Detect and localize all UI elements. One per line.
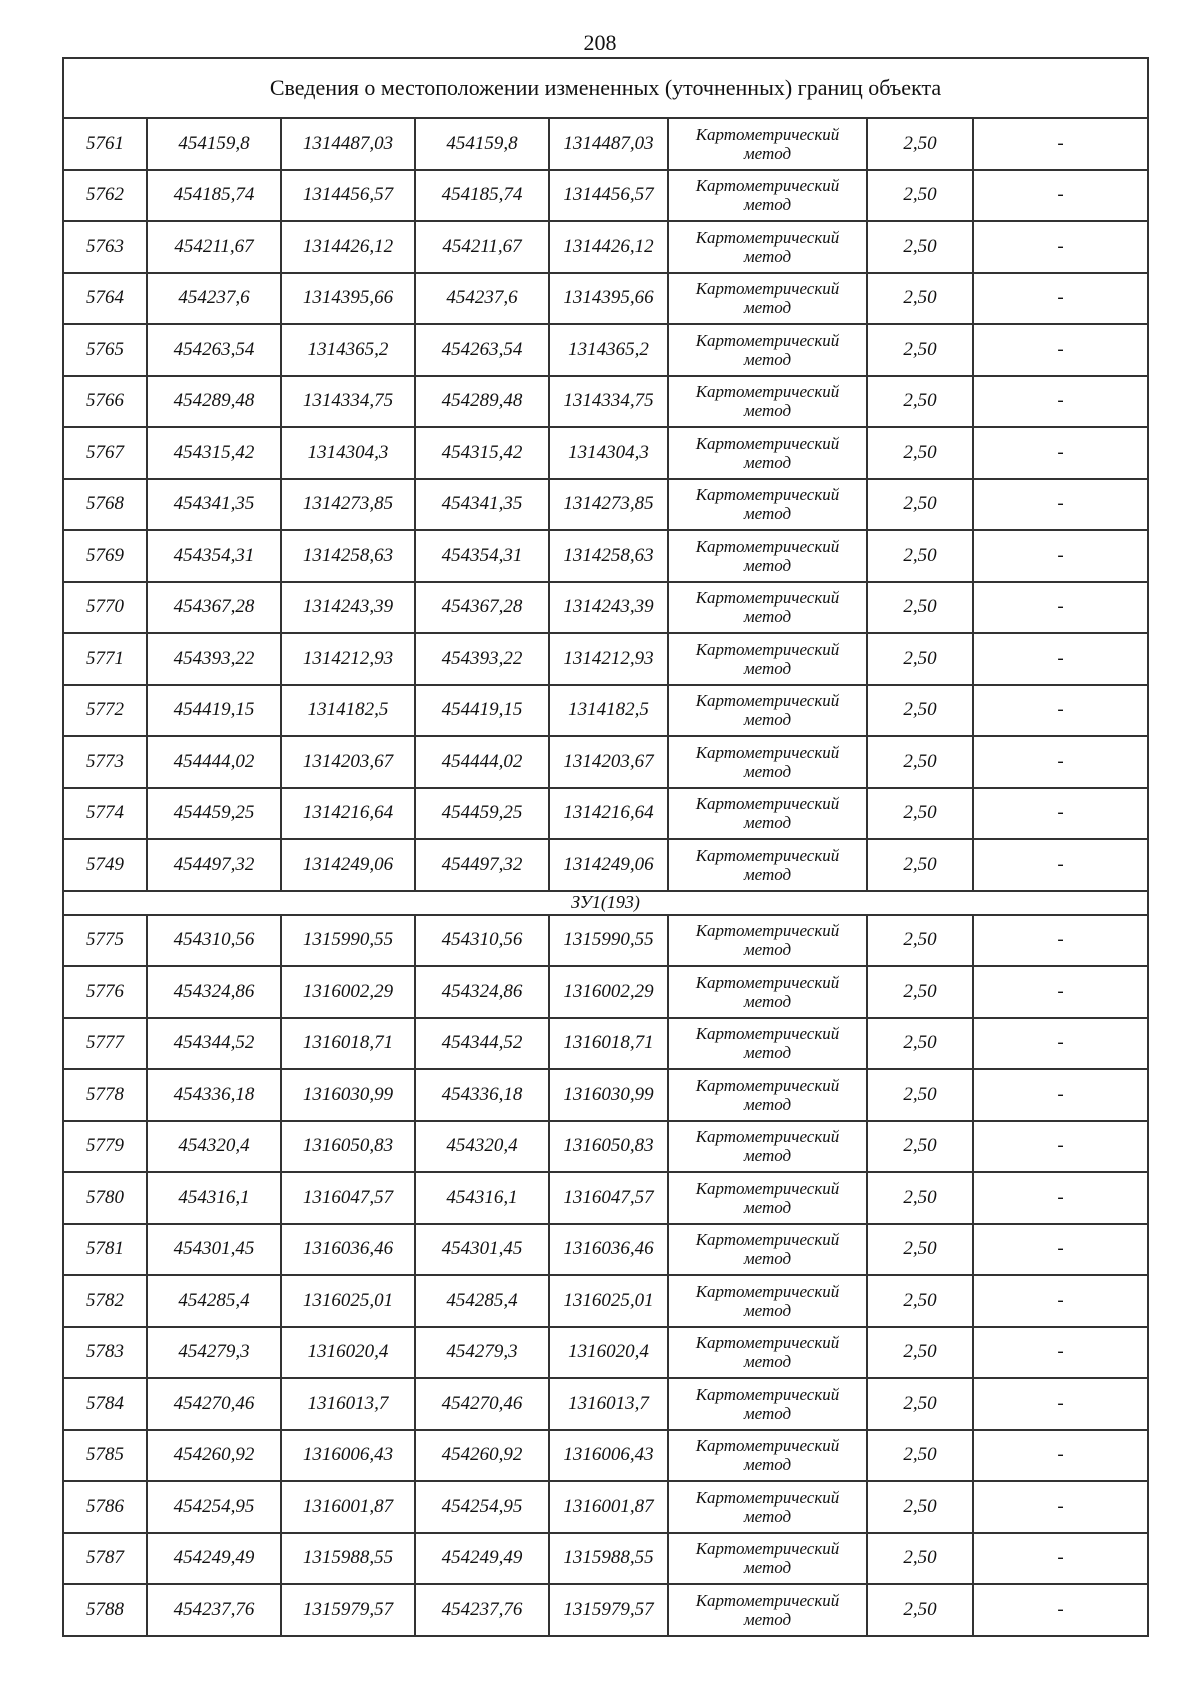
cell-accuracy: 2,50 — [867, 221, 973, 273]
cell-x-new: 454279,3 — [415, 1327, 549, 1379]
table-row — [63, 1121, 1148, 1173]
cell-y-old: 1316036,46 — [281, 1224, 415, 1276]
cell-description: - — [973, 170, 1148, 222]
cell-x-old: 454341,35 — [147, 479, 281, 531]
cell-point-number: 5785 — [63, 1430, 147, 1482]
cell-description: - — [973, 1327, 1148, 1379]
cell-y-new: 1316002,29 — [549, 966, 668, 1018]
cell-method: Картометрический метод — [668, 170, 867, 222]
cell-accuracy: 2,50 — [867, 1121, 973, 1173]
cell-x-new: 454237,76 — [415, 1584, 549, 1636]
cell-point-number: 5787 — [63, 1533, 147, 1585]
cell-y-old: 1316002,29 — [281, 966, 415, 1018]
cell-y-new: 1315979,57 — [549, 1584, 668, 1636]
cell-x-old: 454367,28 — [147, 582, 281, 634]
cell-y-old: 1314258,63 — [281, 530, 415, 582]
page-number: 208 — [583, 30, 617, 55]
cell-method: Картометрический метод — [668, 736, 867, 788]
cell-accuracy: 2,50 — [867, 788, 973, 840]
table-row — [63, 1327, 1148, 1379]
cell-point-number: 5780 — [63, 1172, 147, 1224]
cell-x-new: 454444,02 — [415, 736, 549, 788]
cell-y-new: 1316018,71 — [549, 1018, 668, 1070]
cell-y-old: 1316025,01 — [281, 1275, 415, 1327]
cell-method: Картометрический метод — [668, 685, 867, 737]
cell-point-number: 5782 — [63, 1275, 147, 1327]
cell-x-old: 454301,45 — [147, 1224, 281, 1276]
cell-y-old: 1316001,87 — [281, 1481, 415, 1533]
cell-x-old: 454315,42 — [147, 427, 281, 479]
cell-y-new: 1316030,99 — [549, 1069, 668, 1121]
cell-description: - — [973, 633, 1148, 685]
cell-description: - — [973, 1018, 1148, 1070]
cell-x-new: 454270,46 — [415, 1378, 549, 1430]
cell-method: Картометрический метод — [668, 1121, 867, 1173]
cell-accuracy: 2,50 — [867, 915, 973, 967]
cell-method: Картометрический метод — [668, 633, 867, 685]
cell-method: Картометрический метод — [668, 1018, 867, 1070]
cell-method: Картометрический метод — [668, 1069, 867, 1121]
cell-y-new: 1316020,4 — [549, 1327, 668, 1379]
cell-method: Картометрический метод — [668, 1327, 867, 1379]
cell-y-new: 1314395,66 — [549, 273, 668, 325]
table-row — [63, 170, 1148, 222]
cell-description: - — [973, 788, 1148, 840]
cell-x-old: 454354,31 — [147, 530, 281, 582]
cell-description: - — [973, 685, 1148, 737]
cell-x-new: 454249,49 — [415, 1533, 549, 1585]
cell-point-number: 5771 — [63, 633, 147, 685]
cell-accuracy: 2,50 — [867, 1224, 973, 1276]
table-row — [63, 530, 1148, 582]
table-row — [63, 1378, 1148, 1430]
section-label: ЗУ1(193) — [63, 891, 1148, 915]
cell-description: - — [973, 839, 1148, 891]
cell-y-new: 1314426,12 — [549, 221, 668, 273]
cell-description: - — [973, 1275, 1148, 1327]
cell-x-old: 454285,4 — [147, 1275, 281, 1327]
cell-y-old: 1316013,7 — [281, 1378, 415, 1430]
cell-point-number: 5777 — [63, 1018, 147, 1070]
cell-y-old: 1314487,03 — [281, 118, 415, 170]
table-row — [63, 1018, 1148, 1070]
cell-method: Картометрический метод — [668, 427, 867, 479]
cell-method: Картометрический метод — [668, 582, 867, 634]
table-row — [63, 1430, 1148, 1482]
table-row — [63, 1533, 1148, 1585]
cell-point-number: 5772 — [63, 685, 147, 737]
coordinates-table — [62, 57, 1149, 1637]
cell-description: - — [973, 1172, 1148, 1224]
cell-point-number: 5769 — [63, 530, 147, 582]
cell-point-number: 5768 — [63, 479, 147, 531]
cell-x-old: 454237,76 — [147, 1584, 281, 1636]
cell-point-number: 5779 — [63, 1121, 147, 1173]
table-row — [63, 839, 1148, 891]
table-body — [63, 58, 1148, 1636]
cell-y-new: 1316047,57 — [549, 1172, 668, 1224]
cell-y-old: 1316018,71 — [281, 1018, 415, 1070]
cell-accuracy: 2,50 — [867, 1275, 973, 1327]
cell-description: - — [973, 1481, 1148, 1533]
cell-point-number: 5783 — [63, 1327, 147, 1379]
cell-x-new: 454344,52 — [415, 1018, 549, 1070]
cell-y-old: 1316047,57 — [281, 1172, 415, 1224]
table-row — [63, 1224, 1148, 1276]
cell-y-old: 1316030,99 — [281, 1069, 415, 1121]
cell-x-old: 454279,3 — [147, 1327, 281, 1379]
cell-y-new: 1314456,57 — [549, 170, 668, 222]
cell-accuracy: 2,50 — [867, 1018, 973, 1070]
cell-x-old: 454270,46 — [147, 1378, 281, 1430]
table-title-row — [63, 58, 1148, 118]
cell-y-new: 1314258,63 — [549, 530, 668, 582]
cell-method: Картометрический метод — [668, 1224, 867, 1276]
cell-x-new: 454341,35 — [415, 479, 549, 531]
cell-x-new: 454254,95 — [415, 1481, 549, 1533]
cell-method: Картометрический метод — [668, 118, 867, 170]
cell-x-new: 454315,42 — [415, 427, 549, 479]
cell-x-old: 454159,8 — [147, 118, 281, 170]
table-title: Сведения о местоположении измененных (уточненных) границ объекта — [63, 58, 1148, 118]
cell-x-new: 454260,92 — [415, 1430, 549, 1482]
cell-x-new: 454393,22 — [415, 633, 549, 685]
cell-y-old: 1315988,55 — [281, 1533, 415, 1585]
cell-y-old: 1314426,12 — [281, 221, 415, 273]
cell-accuracy: 2,50 — [867, 1430, 973, 1482]
cell-x-old: 454444,02 — [147, 736, 281, 788]
cell-y-new: 1315988,55 — [549, 1533, 668, 1585]
cell-y-new: 1316006,43 — [549, 1430, 668, 1482]
cell-accuracy: 2,50 — [867, 170, 973, 222]
cell-y-new: 1314273,85 — [549, 479, 668, 531]
cell-accuracy: 2,50 — [867, 1533, 973, 1585]
cell-point-number: 5778 — [63, 1069, 147, 1121]
cell-y-old: 1314182,5 — [281, 685, 415, 737]
cell-x-new: 454237,6 — [415, 273, 549, 325]
cell-accuracy: 2,50 — [867, 118, 973, 170]
table-row — [63, 633, 1148, 685]
cell-x-new: 454285,4 — [415, 1275, 549, 1327]
cell-y-old: 1316050,83 — [281, 1121, 415, 1173]
cell-description: - — [973, 1121, 1148, 1173]
cell-method: Картометрический метод — [668, 1533, 867, 1585]
cell-accuracy: 2,50 — [867, 1378, 973, 1430]
cell-x-old: 454316,1 — [147, 1172, 281, 1224]
cell-accuracy: 2,50 — [867, 427, 973, 479]
table-row — [63, 788, 1148, 840]
cell-point-number: 5784 — [63, 1378, 147, 1430]
cell-method: Картометрический метод — [668, 1378, 867, 1430]
cell-accuracy: 2,50 — [867, 582, 973, 634]
cell-accuracy: 2,50 — [867, 966, 973, 1018]
cell-point-number: 5770 — [63, 582, 147, 634]
cell-x-old: 454393,22 — [147, 633, 281, 685]
cell-x-old: 454249,49 — [147, 1533, 281, 1585]
cell-x-old: 454419,15 — [147, 685, 281, 737]
cell-y-old: 1315990,55 — [281, 915, 415, 967]
cell-accuracy: 2,50 — [867, 1327, 973, 1379]
cell-method: Картометрический метод — [668, 966, 867, 1018]
table-row — [63, 1069, 1148, 1121]
cell-y-new: 1314203,67 — [549, 736, 668, 788]
cell-x-new: 454289,48 — [415, 376, 549, 428]
cell-x-new: 454336,18 — [415, 1069, 549, 1121]
cell-y-old: 1314304,3 — [281, 427, 415, 479]
cell-description: - — [973, 530, 1148, 582]
cell-accuracy: 2,50 — [867, 324, 973, 376]
cell-x-old: 454310,56 — [147, 915, 281, 967]
cell-method: Картометрический метод — [668, 1430, 867, 1482]
cell-accuracy: 2,50 — [867, 1481, 973, 1533]
cell-y-new: 1316013,7 — [549, 1378, 668, 1430]
cell-y-new: 1314249,06 — [549, 839, 668, 891]
cell-point-number: 5788 — [63, 1584, 147, 1636]
cell-method: Картометрический метод — [668, 788, 867, 840]
cell-point-number: 5761 — [63, 118, 147, 170]
cell-point-number: 5766 — [63, 376, 147, 428]
cell-description: - — [973, 221, 1148, 273]
cell-y-old: 1314243,39 — [281, 582, 415, 634]
cell-y-old: 1314212,93 — [281, 633, 415, 685]
cell-description: - — [973, 1224, 1148, 1276]
section-row — [63, 891, 1148, 915]
cell-point-number: 5764 — [63, 273, 147, 325]
cell-x-new: 454211,67 — [415, 221, 549, 273]
cell-point-number: 5776 — [63, 966, 147, 1018]
cell-y-new: 1316001,87 — [549, 1481, 668, 1533]
table-row — [63, 427, 1148, 479]
cell-x-new: 454185,74 — [415, 170, 549, 222]
cell-y-old: 1314395,66 — [281, 273, 415, 325]
cell-x-new: 454324,86 — [415, 966, 549, 1018]
cell-method: Картометрический метод — [668, 1172, 867, 1224]
cell-accuracy: 2,50 — [867, 633, 973, 685]
cell-accuracy: 2,50 — [867, 1069, 973, 1121]
cell-description: - — [973, 1069, 1148, 1121]
cell-y-old: 1316020,4 — [281, 1327, 415, 1379]
table-row — [63, 273, 1148, 325]
cell-accuracy: 2,50 — [867, 376, 973, 428]
cell-description: - — [973, 915, 1148, 967]
cell-x-old: 454344,52 — [147, 1018, 281, 1070]
cell-y-old: 1314273,85 — [281, 479, 415, 531]
cell-description: - — [973, 736, 1148, 788]
cell-y-new: 1316050,83 — [549, 1121, 668, 1173]
cell-point-number: 5781 — [63, 1224, 147, 1276]
cell-x-new: 454301,45 — [415, 1224, 549, 1276]
cell-description: - — [973, 324, 1148, 376]
cell-description: - — [973, 966, 1148, 1018]
cell-accuracy: 2,50 — [867, 273, 973, 325]
cell-x-old: 454324,86 — [147, 966, 281, 1018]
cell-accuracy: 2,50 — [867, 479, 973, 531]
cell-point-number: 5774 — [63, 788, 147, 840]
cell-y-old: 1314249,06 — [281, 839, 415, 891]
table-row — [63, 685, 1148, 737]
cell-y-old: 1315979,57 — [281, 1584, 415, 1636]
cell-point-number: 5749 — [63, 839, 147, 891]
cell-y-new: 1314304,3 — [549, 427, 668, 479]
cell-x-old: 454289,48 — [147, 376, 281, 428]
cell-x-old: 454211,67 — [147, 221, 281, 273]
cell-description: - — [973, 273, 1148, 325]
cell-point-number: 5762 — [63, 170, 147, 222]
cell-description: - — [973, 1378, 1148, 1430]
cell-x-old: 454320,4 — [147, 1121, 281, 1173]
cell-x-new: 454310,56 — [415, 915, 549, 967]
cell-description: - — [973, 582, 1148, 634]
table-row — [63, 1481, 1148, 1533]
table-row — [63, 582, 1148, 634]
cell-y-new: 1314182,5 — [549, 685, 668, 737]
cell-description: - — [973, 1533, 1148, 1585]
table-row — [63, 118, 1148, 170]
cell-point-number: 5773 — [63, 736, 147, 788]
table-row — [63, 376, 1148, 428]
cell-y-new: 1314212,93 — [549, 633, 668, 685]
cell-x-new: 454419,15 — [415, 685, 549, 737]
table-row — [63, 1172, 1148, 1224]
cell-y-new: 1314216,64 — [549, 788, 668, 840]
cell-description: - — [973, 376, 1148, 428]
cell-accuracy: 2,50 — [867, 1172, 973, 1224]
table-row — [63, 1275, 1148, 1327]
cell-x-old: 454185,74 — [147, 170, 281, 222]
cell-y-old: 1314203,67 — [281, 736, 415, 788]
cell-x-new: 454263,54 — [415, 324, 549, 376]
cell-x-old: 454263,54 — [147, 324, 281, 376]
cell-y-old: 1316006,43 — [281, 1430, 415, 1482]
table-row — [63, 324, 1148, 376]
cell-accuracy: 2,50 — [867, 736, 973, 788]
cell-x-new: 454159,8 — [415, 118, 549, 170]
table-row — [63, 966, 1148, 1018]
cell-description: - — [973, 1430, 1148, 1482]
cell-y-new: 1314487,03 — [549, 118, 668, 170]
cell-y-new: 1314334,75 — [549, 376, 668, 428]
cell-y-old: 1314365,2 — [281, 324, 415, 376]
cell-x-old: 454254,95 — [147, 1481, 281, 1533]
cell-point-number: 5765 — [63, 324, 147, 376]
cell-x-new: 454354,31 — [415, 530, 549, 582]
cell-y-new: 1316036,46 — [549, 1224, 668, 1276]
table-row — [63, 1584, 1148, 1636]
cell-x-old: 454237,6 — [147, 273, 281, 325]
cell-description: - — [973, 479, 1148, 531]
table-row — [63, 915, 1148, 967]
cell-description: - — [973, 1584, 1148, 1636]
table-row — [63, 479, 1148, 531]
cell-method: Картометрический метод — [668, 1481, 867, 1533]
cell-method: Картометрический метод — [668, 479, 867, 531]
cell-x-new: 454316,1 — [415, 1172, 549, 1224]
cell-point-number: 5786 — [63, 1481, 147, 1533]
table-row — [63, 221, 1148, 273]
cell-y-new: 1314365,2 — [549, 324, 668, 376]
cell-y-new: 1314243,39 — [549, 582, 668, 634]
cell-method: Картометрический метод — [668, 915, 867, 967]
cell-method: Картометрический метод — [668, 324, 867, 376]
cell-accuracy: 2,50 — [867, 685, 973, 737]
cell-x-new: 454459,25 — [415, 788, 549, 840]
table-row — [63, 736, 1148, 788]
cell-accuracy: 2,50 — [867, 839, 973, 891]
cell-y-old: 1314334,75 — [281, 376, 415, 428]
cell-description: - — [973, 427, 1148, 479]
cell-point-number: 5775 — [63, 915, 147, 967]
cell-description: - — [973, 118, 1148, 170]
cell-x-old: 454497,32 — [147, 839, 281, 891]
cell-x-new: 454497,32 — [415, 839, 549, 891]
cell-method: Картометрический метод — [668, 376, 867, 428]
cell-method: Картометрический метод — [668, 273, 867, 325]
cell-x-new: 454367,28 — [415, 582, 549, 634]
cell-method: Картометрический метод — [668, 530, 867, 582]
cell-x-old: 454260,92 — [147, 1430, 281, 1482]
cell-method: Картометрический метод — [668, 1584, 867, 1636]
cell-method: Картометрический метод — [668, 1275, 867, 1327]
cell-x-old: 454459,25 — [147, 788, 281, 840]
cell-accuracy: 2,50 — [867, 530, 973, 582]
cell-y-new: 1315990,55 — [549, 915, 668, 967]
cell-accuracy: 2,50 — [867, 1584, 973, 1636]
cell-x-new: 454320,4 — [415, 1121, 549, 1173]
cell-y-new: 1316025,01 — [549, 1275, 668, 1327]
cell-method: Картометрический метод — [668, 221, 867, 273]
cell-y-old: 1314456,57 — [281, 170, 415, 222]
cell-point-number: 5767 — [63, 427, 147, 479]
cell-point-number: 5763 — [63, 221, 147, 273]
cell-y-old: 1314216,64 — [281, 788, 415, 840]
cell-x-old: 454336,18 — [147, 1069, 281, 1121]
cell-method: Картометрический метод — [668, 839, 867, 891]
